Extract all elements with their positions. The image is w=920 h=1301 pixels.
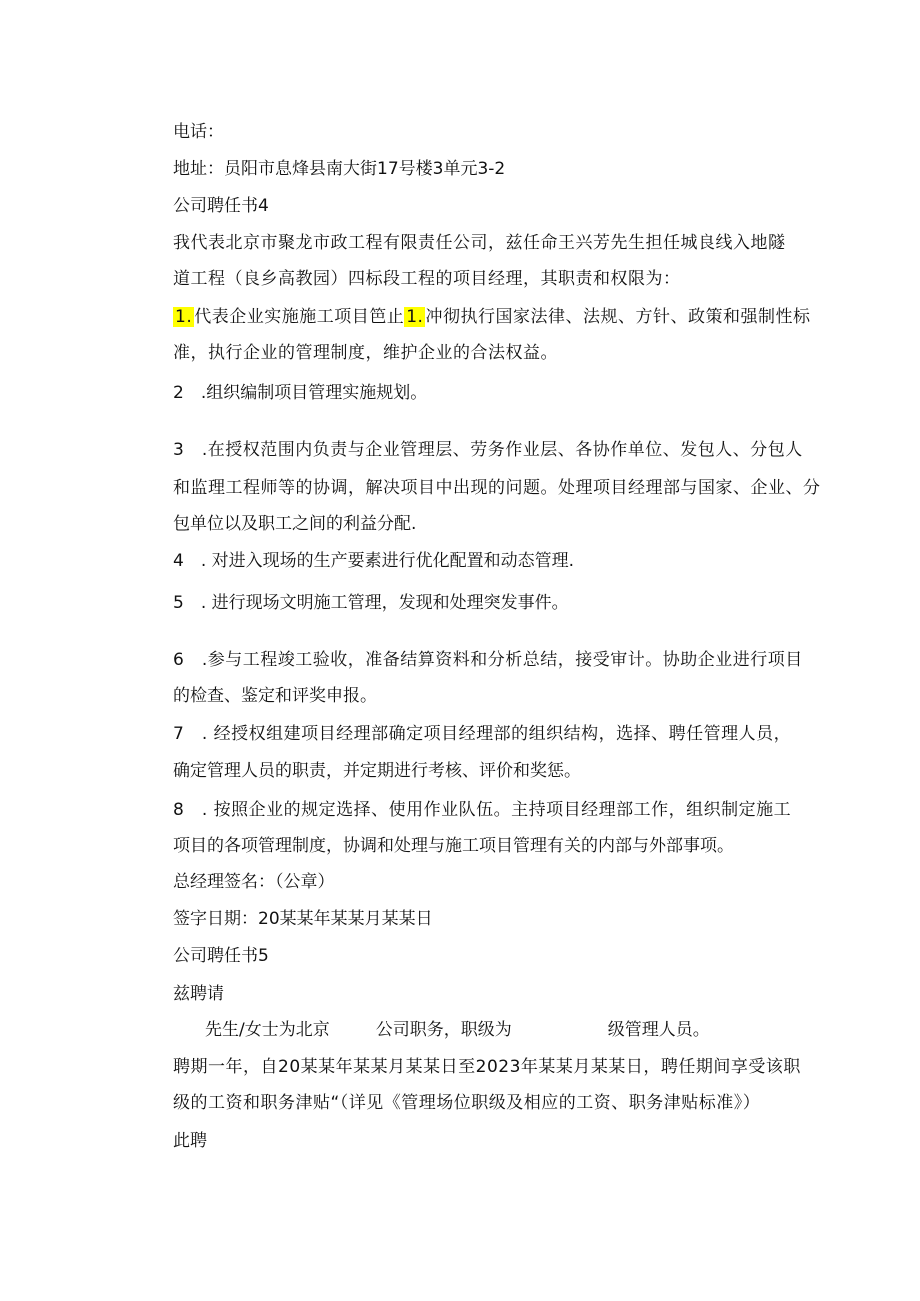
appointment-part-2: 公司职务，职级为 [375,1020,512,1040]
duty-item-1-text-b: 冲彻执行国家法律、法规、方针、政策和强制性标 [425,307,811,327]
address-line: 地址：员阳市息烽县南大街17号楼3单元3-2 [173,159,506,179]
letter5-closing: 此聘 [173,1131,207,1151]
duty-item-1 [173,305,810,329]
duty-item-3-line2: 和监理工程师等的协调，解决项目中出现的问题。处理项目经理部与国家、企业、分 [173,478,821,498]
duty-item-4: 4 . 对进入现场的生产要素进行优化配置和动态管理. [173,551,575,571]
letter5-heading: 公司聘任书5 [173,946,269,966]
duty-item-6-line1: 6 .参与工程竣工验收，准备结算资料和分析总结，接受审计。协助企业进行项目 [173,650,803,670]
letter5-term-line1: 聘期一年，自20某某年某某月某某日至2023年某某月某某日，聘任期间享受该职 [173,1057,801,1077]
letter4-heading: 公司聘任书4 [173,196,269,216]
duty-item-1-text-a: 代表企业实施施工项目笆止 [194,307,405,327]
duty-item-2: 2 .组织编制项目管理实施规划。 [173,383,428,403]
duty-item-8-line2: 项目的各项管理制度，协调和处理与施工项目管理有关的内部与外部事项。 [173,836,734,856]
duty-item-5: 5 . 进行现场文明施工管理，发现和处理突发事件。 [173,593,569,613]
duty-item-3-line1: 3 .在授权范围内负责与企业管理层、劳务作业层、各协作单位、发包人、分包人 [173,440,803,460]
sign-date: 签字日期：20某某年某某月某某日 [173,909,433,929]
signature-line: 总经理签名：（公章） [173,872,335,892]
highlight-marker: 1. [406,307,424,327]
letter5-appointment-line [205,1018,710,1042]
appointment-part-1: 先生/女士为北京 [205,1020,330,1040]
letter4-intro-line2: 道工程（良乡高教园）四标段工程的项目经理，其职责和权限为： [173,269,681,289]
appointment-part-3: 级管理人员。 [607,1020,710,1040]
duty-item-3-line3: 包单位以及职工之间的利益分配. [173,514,417,534]
highlight-marker: 1. [175,307,193,327]
letter5-invite: 兹聘请 [173,984,224,1004]
letter4-intro-line1: 我代表北京市聚龙市政工程有限责任公司，兹任命王兴芳先生担任城良线入地隧 [173,233,786,253]
letter5-term-line2: 级的工资和职务津贴“（详见《管理场位职级及相应的工资、职务津贴标准》） [173,1093,761,1113]
duty-item-7-line2: 确定管理人员的职责，并定期进行考核、评价和奖惩。 [173,761,581,781]
duty-item-6-line2: 的检查、鉴定和评奖申报。 [173,686,377,706]
phone-label: 电话： [173,122,224,142]
duty-item-8-line1: 8 . 按照企业的规定选择、使用作业队伍。主持项目经理部工作，组织制定施工 [173,800,792,820]
duty-item-7-line1: 7 . 经授权组建项目经理部确定项目经理部的组织结构，选择、聘任管理人员， [173,724,792,744]
duty-item-1-line2: 准，执行企业的管理制度，维护企业的合法权益。 [173,343,558,363]
